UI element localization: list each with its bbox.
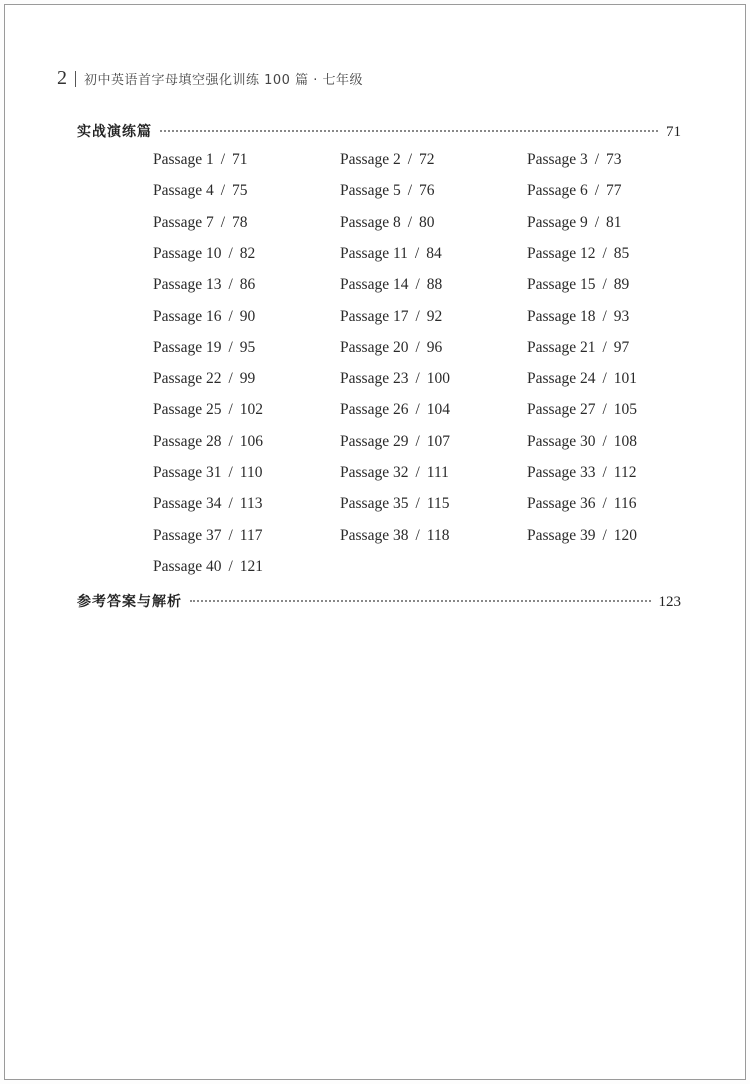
entry-page-number: 86 (239, 276, 256, 294)
entry-label: Passage 37 (153, 526, 222, 544)
entry-separator: / (415, 338, 420, 356)
entry-label: Passage 32 (340, 464, 409, 481)
entry-label: Passage 6 (527, 182, 588, 200)
entry-page-number: 90 (239, 307, 256, 325)
toc-entry-passage-26[interactable] (340, 401, 450, 419)
toc-entry-passage-15[interactable] (527, 276, 629, 294)
entry-label: Passage 20 (340, 338, 409, 356)
entry-page-number: 80 (419, 213, 435, 231)
entry-separator: / (594, 182, 600, 200)
entry-page-number: 99 (239, 370, 256, 388)
document-page (4, 4, 746, 1080)
entry-separator: / (602, 495, 607, 513)
entry-page-number: 88 (426, 276, 443, 294)
entry-label: Passage 21 (527, 338, 596, 356)
entry-separator: / (594, 213, 600, 231)
entry-separator: / (602, 464, 607, 481)
entry-page-number: 110 (239, 464, 263, 481)
toc-entry-passage-5[interactable] (340, 182, 435, 200)
entry-label: Passage 18 (527, 307, 596, 325)
entry-separator: / (220, 151, 226, 168)
leader-dots (190, 600, 651, 602)
entry-label: Passage 7 (153, 213, 214, 231)
entry-label: Passage 15 (527, 276, 596, 294)
toc-entry-passage-32[interactable] (340, 464, 449, 482)
toc-entry-passage-12[interactable] (527, 245, 629, 263)
entry-label: Passage 23 (340, 370, 409, 388)
entry-label: Passage 2 (340, 151, 401, 168)
entry-page-number: 105 (613, 401, 638, 419)
entry-separator: / (407, 182, 413, 200)
toc-entry-passage-28[interactable] (153, 433, 263, 451)
entry-label: Passage 9 (527, 213, 588, 231)
entry-separator: / (602, 432, 607, 450)
toc-section-practice[interactable] (77, 121, 681, 141)
entry-page-number: 101 (613, 370, 638, 388)
entry-separator: / (228, 338, 233, 356)
toc-entry-passage-23[interactable] (340, 370, 450, 388)
entry-separator: / (415, 370, 420, 388)
section-page-number: 123 (658, 594, 681, 610)
toc-entry-passage-18[interactable] (527, 308, 629, 326)
toc-entry-passage-13[interactable] (153, 276, 255, 294)
entry-page-number: 97 (613, 338, 630, 356)
entry-label: Passage 3 (527, 151, 588, 168)
toc-entry-passage-19[interactable] (153, 339, 255, 357)
entry-page-number: 75 (232, 182, 248, 200)
entry-page-number: 102 (239, 401, 264, 419)
toc-entry-passage-37[interactable] (153, 527, 262, 545)
entry-page-number: 100 (426, 370, 451, 388)
entry-separator: / (415, 495, 420, 513)
section-title: 参考答案与解析 (77, 594, 182, 610)
entry-separator: / (228, 495, 233, 513)
entry-label: Passage 4 (153, 182, 214, 200)
toc-entry-passage-2[interactable] (340, 151, 435, 169)
header-divider (75, 71, 76, 87)
toc-entry-passage-21[interactable] (527, 339, 629, 357)
entry-label: Passage 33 (527, 464, 596, 481)
entry-separator: / (602, 244, 607, 262)
entry-page-number: 89 (613, 276, 630, 294)
toc-entry-passage-33[interactable] (527, 464, 636, 482)
entry-label: Passage 24 (527, 370, 596, 388)
toc-section-answers[interactable] (77, 591, 681, 611)
entry-separator: / (228, 526, 233, 544)
entry-separator: / (602, 401, 607, 419)
toc-entry-passage-39[interactable] (527, 527, 637, 545)
toc-entry-passage-3[interactable] (527, 151, 622, 169)
entry-label: Passage 14 (340, 276, 409, 294)
entry-label: Passage 25 (153, 401, 222, 419)
toc-entry-passage-4[interactable] (153, 182, 248, 200)
entry-label: Passage 39 (527, 526, 596, 544)
entry-label: Passage 17 (340, 307, 409, 325)
entry-label: Passage 5 (340, 182, 401, 200)
leader-dots (160, 130, 658, 132)
entry-page-number: 113 (239, 495, 263, 513)
toc-entry-passage-29[interactable] (340, 433, 450, 451)
entry-page-number: 73 (606, 151, 622, 168)
entry-label: Passage 36 (527, 495, 596, 513)
entry-label: Passage 12 (527, 244, 596, 262)
entry-label: Passage 40 (153, 557, 222, 575)
entry-label: Passage 13 (153, 276, 222, 294)
toc-entry-passage-25[interactable] (153, 401, 263, 419)
toc-entry-passage-31[interactable] (153, 464, 262, 482)
entry-page-number: 120 (613, 526, 638, 544)
entry-separator: / (228, 370, 233, 388)
entry-separator: / (228, 432, 233, 450)
section-title: 实战演练篇 (77, 124, 152, 140)
entry-separator: / (602, 338, 607, 356)
entry-page-number: 84 (426, 244, 442, 262)
entry-separator: / (220, 182, 226, 200)
section-page-number: 71 (666, 124, 681, 140)
toc-entry-passage-27[interactable] (527, 401, 637, 419)
entry-separator: / (228, 464, 233, 481)
entry-page-number: 96 (426, 338, 443, 356)
toc-entry-passage-17[interactable] (340, 308, 442, 326)
entry-label: Passage 29 (340, 432, 409, 450)
entry-label: Passage 34 (153, 495, 222, 513)
book-title: 初中英语首字母填空强化训练 100 篇 · 七年级 (84, 73, 363, 88)
entry-page-number: 81 (606, 213, 622, 231)
toc-entry-passage-11[interactable] (340, 245, 442, 263)
toc-entry-passage-8[interactable] (340, 214, 435, 232)
entry-separator: / (228, 244, 233, 262)
entry-page-number: 112 (613, 464, 637, 481)
entry-separator: / (228, 401, 233, 419)
entry-page-number: 107 (426, 432, 451, 450)
entry-page-number: 115 (426, 495, 450, 513)
entry-separator: / (594, 151, 600, 168)
entry-page-number: 77 (606, 182, 622, 200)
entry-label: Passage 16 (153, 307, 222, 325)
entry-separator: / (228, 307, 233, 325)
entry-separator: / (407, 213, 413, 231)
entry-separator: / (602, 370, 607, 388)
toc-entry-passage-20[interactable] (340, 339, 442, 357)
toc-entry-passage-34[interactable] (153, 495, 262, 513)
entry-label: Passage 8 (340, 213, 401, 231)
toc-entry-passage-1[interactable] (153, 151, 248, 169)
entry-page-number: 76 (419, 182, 435, 200)
entry-page-number: 116 (613, 495, 637, 513)
entry-separator: / (415, 464, 420, 481)
toc-entry-passage-10[interactable] (153, 245, 255, 263)
entry-separator: / (415, 276, 420, 294)
entry-page-number: 108 (613, 432, 638, 450)
toc-entry-passage-35[interactable] (340, 495, 449, 513)
entry-separator: / (415, 401, 420, 419)
toc-entry-passage-7[interactable] (153, 214, 248, 232)
toc-entry-passage-14[interactable] (340, 276, 442, 294)
entry-page-number: 121 (239, 557, 264, 575)
entry-page-number: 71 (232, 151, 248, 168)
toc-entry-passage-36[interactable] (527, 495, 636, 513)
toc-entry-passage-40[interactable] (153, 558, 263, 576)
toc-entry-passage-24[interactable] (527, 370, 637, 388)
entry-separator: / (602, 307, 607, 325)
entry-separator: / (415, 432, 420, 450)
toc-entry-passage-22[interactable] (153, 370, 255, 388)
entry-page-number: 78 (232, 213, 248, 231)
entry-page-number: 82 (239, 244, 256, 262)
entry-label: Passage 28 (153, 432, 222, 450)
entry-page-number: 72 (419, 151, 435, 168)
entry-separator: / (228, 276, 233, 294)
entry-separator: / (414, 244, 420, 262)
entry-page-number: 106 (239, 432, 264, 450)
entry-label: Passage 30 (527, 432, 596, 450)
entry-separator: / (220, 213, 226, 231)
entry-label: Passage 27 (527, 401, 596, 419)
entry-separator: / (407, 151, 413, 168)
entry-label: Passage 35 (340, 495, 409, 513)
entry-page-number: 92 (426, 307, 443, 325)
toc-entry-passage-6[interactable] (527, 182, 622, 200)
entry-label: Passage 19 (153, 338, 222, 356)
running-header (57, 67, 363, 90)
entry-label: Passage 11 (340, 244, 408, 262)
entry-label: Passage 26 (340, 401, 409, 419)
entry-page-number: 111 (426, 464, 449, 481)
entry-separator: / (602, 276, 607, 294)
toc-entry-passage-16[interactable] (153, 308, 255, 326)
toc-entry-passage-38[interactable] (340, 527, 449, 545)
entry-page-number: 95 (239, 338, 256, 356)
entry-separator: / (228, 557, 233, 575)
toc-entry-passage-9[interactable] (527, 214, 622, 232)
entry-page-number: 85 (613, 244, 630, 262)
toc-entry-passage-30[interactable] (527, 433, 637, 451)
entry-separator: / (602, 526, 607, 544)
entry-label: Passage 1 (153, 151, 214, 168)
entry-page-number: 104 (426, 401, 451, 419)
entry-separator: / (415, 526, 420, 544)
entry-label: Passage 31 (153, 464, 222, 481)
entry-page-number: 118 (426, 526, 450, 544)
entry-label: Passage 10 (153, 244, 222, 262)
entry-separator: / (415, 307, 420, 325)
entry-page-number: 93 (613, 307, 630, 325)
page-number: 2 (57, 67, 67, 89)
entry-label: Passage 22 (153, 370, 222, 388)
entry-label: Passage 38 (340, 526, 409, 544)
entry-page-number: 117 (239, 526, 263, 544)
